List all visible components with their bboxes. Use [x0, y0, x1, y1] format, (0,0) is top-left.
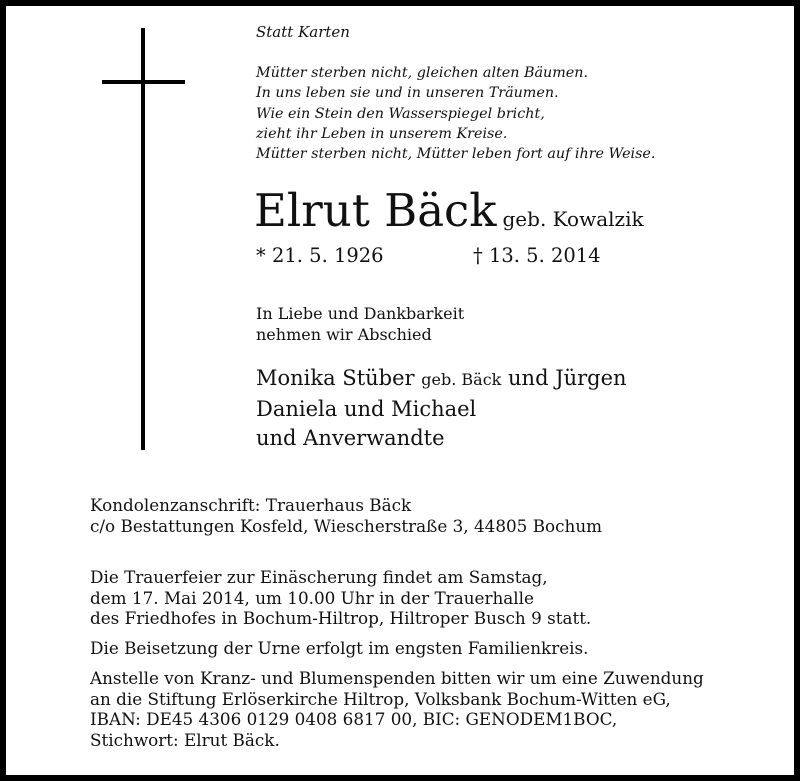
ceremony-info — [90, 567, 591, 629]
farewell-line: nehmen wir Abschied — [256, 325, 432, 344]
poem-line: In uns leben sie und in unseren Träumen. — [256, 85, 559, 102]
deceased-name: Elrut Bäck — [254, 184, 497, 237]
family-name-rest: und Jürgen — [508, 366, 627, 390]
farewell-text — [256, 303, 464, 345]
poem-line: Mütter sterben nicht, Mütter leben fort auf ihre Weise. — [256, 146, 656, 163]
deceased-maiden-name: geb. Kowalzik — [502, 207, 644, 231]
poem-line: zieht ihr Leben in unserem Kreise. — [256, 125, 508, 142]
family-line — [256, 364, 627, 395]
family-name: Monika Stüber — [256, 366, 415, 390]
cross-icon-vertical — [141, 28, 145, 450]
donation-line: Anstelle von Kranz- und Blumenspenden bitten wir um eine Zuwendung — [90, 668, 704, 688]
farewell-line: In Liebe und Dankbarkeit — [256, 304, 465, 323]
ceremony-line: des Friedhofes in Bochum-Hiltrop, Hiltroper Busch 9 statt. — [90, 608, 592, 629]
death-date: † 13. 5. 2014 — [473, 244, 601, 267]
burial-info: Die Beisetzung der Urne erfolgt im engsten Familienkreis. — [90, 638, 589, 658]
birth-date: * 21. 5. 1926 — [256, 244, 384, 267]
donation-line: IBAN: DE45 4306 0129 0408 6817 00, BIC: GENODEM1BOC, — [90, 709, 618, 730]
family-line: Daniela und Michael — [256, 396, 477, 421]
poem — [256, 63, 655, 164]
deceased-name-line — [254, 184, 644, 237]
condolence-line: Kondolenzanschrift: Trauerhaus Bäck — [90, 495, 412, 515]
cross-icon-horizontal — [102, 80, 185, 84]
family-maiden-name: geb. Bäck — [421, 370, 502, 389]
poem-line: Mütter sterben nicht, gleichen alten Bäumen. — [256, 65, 588, 81]
donation-info — [90, 668, 704, 750]
family-signatures — [256, 364, 627, 454]
header-statt-karten: Statt Karten — [256, 23, 350, 41]
family-line: und Anverwandte — [256, 426, 445, 450]
donation-line: Stichwort: Elrut Bäck. — [90, 729, 280, 750]
condolence-line: c/o Bestattungen Kosfeld, Wiescherstraße 3, 44805 Bochum — [90, 515, 603, 536]
ceremony-line: dem 17. Mai 2014, um 10.00 Uhr in der Trauerhalle — [90, 587, 534, 608]
condolence-address — [90, 495, 602, 536]
ceremony-line: Die Trauerfeier zur Einäscherung findet am Samstag, — [90, 567, 548, 587]
poem-line: Wie ein Stein den Wasserspiegel bricht, — [256, 105, 545, 122]
donation-line: an die Stiftung Erlöserkirche Hiltrop, Volksbank Bochum-Witten eG, — [90, 688, 671, 709]
